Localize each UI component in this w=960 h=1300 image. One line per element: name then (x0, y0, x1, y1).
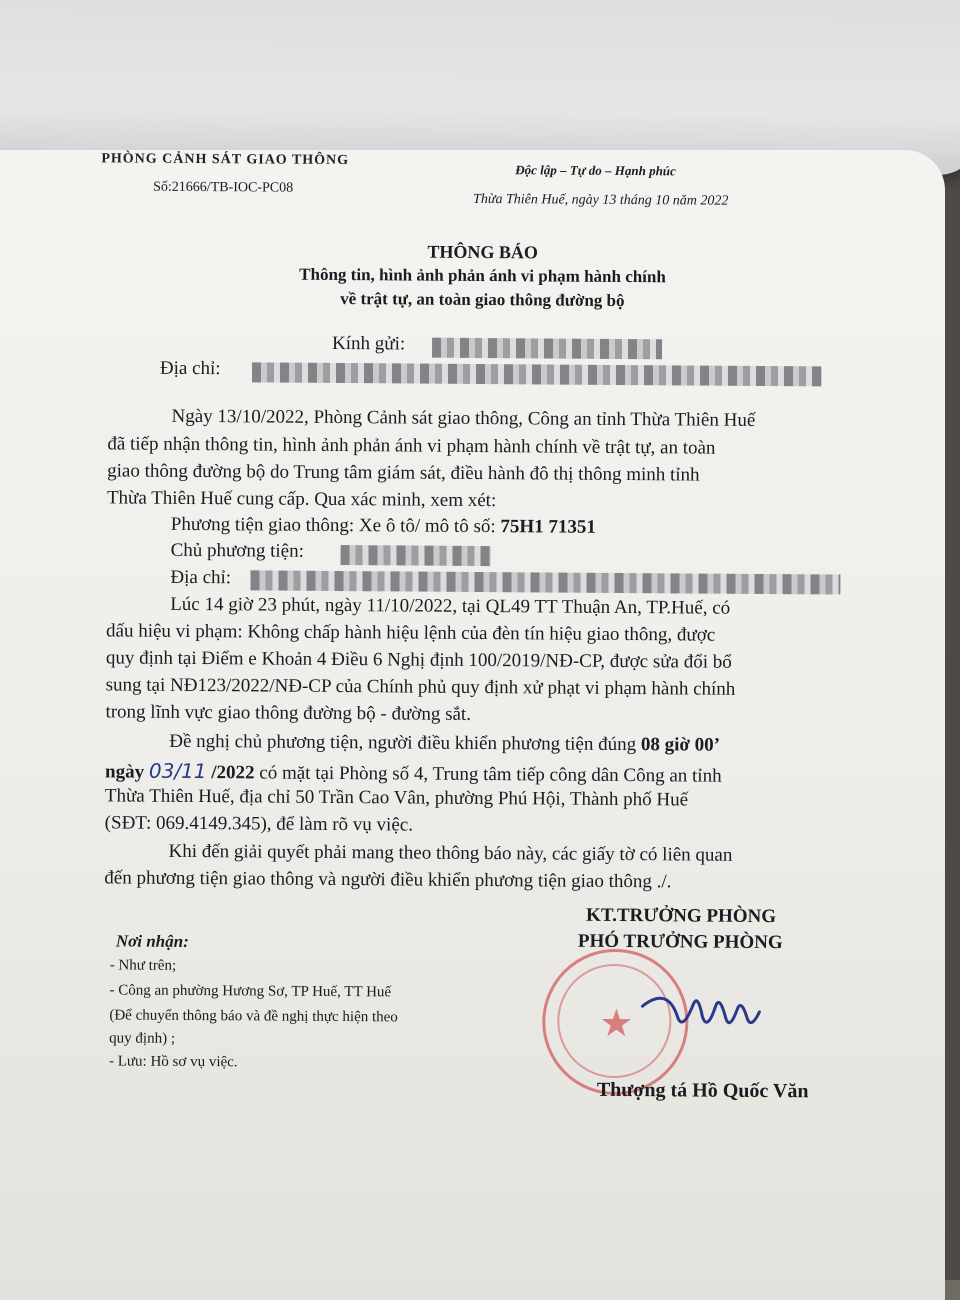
redacted-owner (341, 545, 491, 566)
paragraph1-line: Ngày 13/10/2022, Phòng Cảnh sát giao thông, Công an tỉnh Thừa Thiên Huế (171, 405, 756, 431)
place-date: Thừa Thiên Huế, ngày 13 tháng 10 năm 2022 (473, 191, 729, 209)
appointment-line1 (169, 731, 720, 757)
doc-subtitle-line1: Thông tin, hình ảnh phản ánh vi phạm hành chính (299, 264, 666, 287)
redacted-owner-address (250, 570, 840, 594)
star-icon: ★ (599, 1002, 634, 1046)
recipient-item: (Để chuyển thông báo và đề nghị thực hiện theo (109, 1007, 398, 1026)
vehicle-label: Phương tiện giao thông: Xe ô tô/ mô tô số: (170, 513, 496, 538)
doc-title: THÔNG BÁO (427, 241, 539, 263)
signature-icon (637, 976, 767, 1047)
paragraph2-line: trong lĩnh vực giao thông đường bộ - đường sắt. (105, 701, 472, 725)
paragraph3-line: Thừa Thiên Huế, địa chỉ 50 Trần Cao Vân, phường Phú Hội, Thành phố Huế (104, 785, 689, 811)
agency-name: PHÒNG CẢNH SÁT GIAO THÔNG (101, 151, 350, 169)
paragraph4-line: Khi đến giải quyết phải mang theo thông báo này, các giấy tờ có liên quan (168, 840, 733, 866)
appointment-line2 (105, 758, 722, 787)
paragraph1-line: đã tiếp nhận thông tin, hình ảnh phản ánh vi phạm hành chính về trật tự, an toàn (107, 433, 716, 459)
paragraph2-line: sung tại NĐ123/2022/NĐ-CP của Chính phủ quy định xử phạt vi phạm hành chính (105, 674, 736, 700)
appointment-time: 08 giờ 00’ (640, 734, 721, 756)
paragraph4-line: đến phương tiện giao thông và người điều khiển phương tiện giao thông ./. (104, 867, 672, 893)
appointment-text: Đề nghị chủ phương tiện, người điều khiển phương tiện đúng (169, 730, 637, 756)
paragraph2-line: quy định tại Điểm e Khoản 4 Điều 6 Nghị định 100/2019/NĐ-CP, được sửa đổi bổ (105, 647, 732, 673)
paragraph1-line: Thừa Thiên Huế cung cấp. Qua xác minh, xem xét: (106, 487, 497, 512)
signer-name: Thượng tá Hồ Quốc Văn (596, 1078, 809, 1103)
paragraph3-line: (SĐT: 069.4149.345), để làm rõ vụ việc. (104, 812, 414, 836)
redacted-address (252, 362, 822, 386)
motto: Độc lập – Tự do – Hạnh phúc (515, 162, 676, 179)
signer-subrole: PHÓ TRƯỞNG PHÒNG (577, 930, 783, 954)
vehicle-plate: 75H1 71351 (500, 516, 597, 538)
signer-role: KT.TRƯỞNG PHÒNG (586, 904, 777, 928)
recipient-item: - Lưu: Hồ sơ vụ việc. (108, 1053, 238, 1071)
recipient-item: - Công an phường Hương Sơ, TP Huế, TT Huế (109, 982, 392, 1001)
paragraph2-line: dấu hiệu vi phạm: Không chấp hành hiệu lệnh của đèn tín hiệu giao thông, được (105, 620, 716, 646)
address-label: Địa chỉ: (159, 357, 221, 380)
recipient-label: Kính gửi: (331, 332, 406, 355)
paragraph2-line: Lúc 14 giờ 23 phút, ngày 11/10/2022, tại QL49 TT Thuận An, TP.Huế, có (170, 593, 731, 619)
recipient-item: - Như trên; (109, 957, 177, 974)
appointment-year: /2022 (211, 762, 255, 784)
recipient-item: quy định) ; (109, 1030, 176, 1047)
handwritten-date: 03/11 (148, 758, 207, 784)
owner-address-label: Địa chỉ: (170, 566, 232, 589)
appointment-place: có mặt tại Phòng số 4, Trung tâm tiếp công dân Công an tỉnh (259, 762, 722, 787)
doc-subtitle-line2: về trật tự, an toàn giao thông đường bộ (340, 289, 625, 311)
redacted-recipient (432, 338, 662, 360)
vehicle-line (171, 514, 596, 539)
paragraph1-line: giao thông đường bộ do Trung tâm giám sát, điều hành đô thị thông minh tỉnh (107, 460, 700, 486)
recipients-heading: Nơi nhận: (115, 931, 189, 951)
day-label: ngày (104, 761, 145, 783)
document-number: Số:21666/TB-IOC-PC08 (153, 179, 294, 196)
owner-label: Chủ phương tiện: (170, 539, 304, 562)
